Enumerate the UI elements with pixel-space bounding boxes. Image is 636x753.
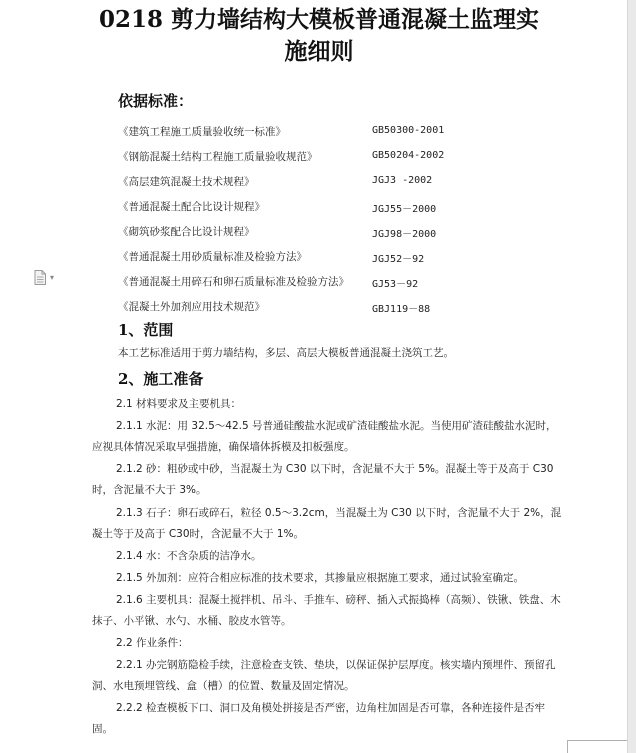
standard-code: GB50300-2001 [372,125,445,136]
standard-code: GJ53－92 [372,279,419,290]
paragraph: 2.1.5 外加剂：应符合相应标准的技术要求，其掺量应根据施工要求，通过试验室确定。 [116,572,525,584]
section1-heading: 1、范围 [118,321,174,339]
standard-code: JGJ98－2000 [372,229,437,240]
page-corner-mark [568,740,628,741]
standard-code: JGJ3 -2002 [372,175,433,186]
document-title-line2: 施细则 [284,38,354,65]
chevron-down-icon[interactable]: ▾ [50,273,55,282]
page-corner-mark [567,740,568,753]
standard-code: GBJ119－88 [372,304,431,315]
document-title-line1: 0218 剪力墙结构大模板普通混凝土监理实 [98,6,540,33]
standard-code: JGJ52－92 [372,254,425,265]
paragraph: 2.2.2 检查模板下口、洞口及角模处拼接是否严密，边角柱加固是否可靠，各种连接件是否牢固。 [92,702,546,735]
standard-name: 《建筑工程施工质量验收统一标准》 [118,126,286,138]
standard-name: 《普通混凝土用碎石和卵石质量标准及检验方法》 [118,276,349,288]
standard-name: 《砌筑砂浆配合比设计规程》 [118,226,255,238]
section1-text: 本工艺标准适用于剪力墙结构，多层、高层大模板普通混凝土浇筑工艺。 [118,347,454,359]
paragraph: 2.1.1 水泥：用 32.5～42.5 号普通硅酸盐水泥或矿渣硅酸盐水泥。当使用矿渣硅酸盐水泥时，应视具体情况采取早强措施，确保墙体拆模及扣板强度。 [92,420,557,453]
paragraph: 2.2 作业条件： [116,637,189,649]
standard-name: 《混凝土外加剂应用技术规范》 [118,301,265,313]
section2-heading: 2、施工准备 [118,370,204,388]
basis-heading: 依据标准： [118,92,194,110]
paragraph: 2.1 材料要求及主要机具： [116,398,242,410]
scroll-gutter [627,0,636,753]
paragraph: 2.1.4 水：不含杂质的洁净水。 [116,550,262,562]
paragraph: 2.1.6 主要机具：混凝土搅拌机、吊斗、手推车、磅秤、插入式振捣棒（高频）、铁锹、铁盘、木抹子、小平锹、水勺、水桶、胶皮水管等。 [92,594,561,627]
standard-name: 《普通混凝土用砂质量标准及检验方法》 [118,251,307,263]
paragraph: 2.1.2 砂：粗砂或中砂，当混凝土为 C30 以下时，含泥量不大于 5%。混凝土等于及高于 C30 时，含泥量不大于 3%。 [92,463,554,496]
paragraph: 2.2.1 办完钢筋隐检手续，注意检查支铁、垫块，以保证保护层厚度。核实墙内预埋件、预留孔洞、水电预埋管线、盒（槽）的位置、数量及固定情况。 [92,659,556,692]
paragraph: 2.1.3 石子：卵石或碎石，粒径 0.5～3.2cm，当混凝土为 C30 以下时，含泥量不大于 2%，混凝土等于及高于 C30时，含泥量不大于 1%。 [92,507,562,540]
standard-code: JGJ55－2000 [372,204,437,215]
standard-code: GB50204-2002 [372,150,445,161]
standard-name: 《普通混凝土配合比设计规程》 [118,201,265,213]
document-icon[interactable] [34,270,46,285]
standard-name: 《钢筋混凝土结构工程施工质量验收规范》 [118,151,318,163]
standard-name: 《高层建筑混凝土技术规程》 [118,176,255,188]
